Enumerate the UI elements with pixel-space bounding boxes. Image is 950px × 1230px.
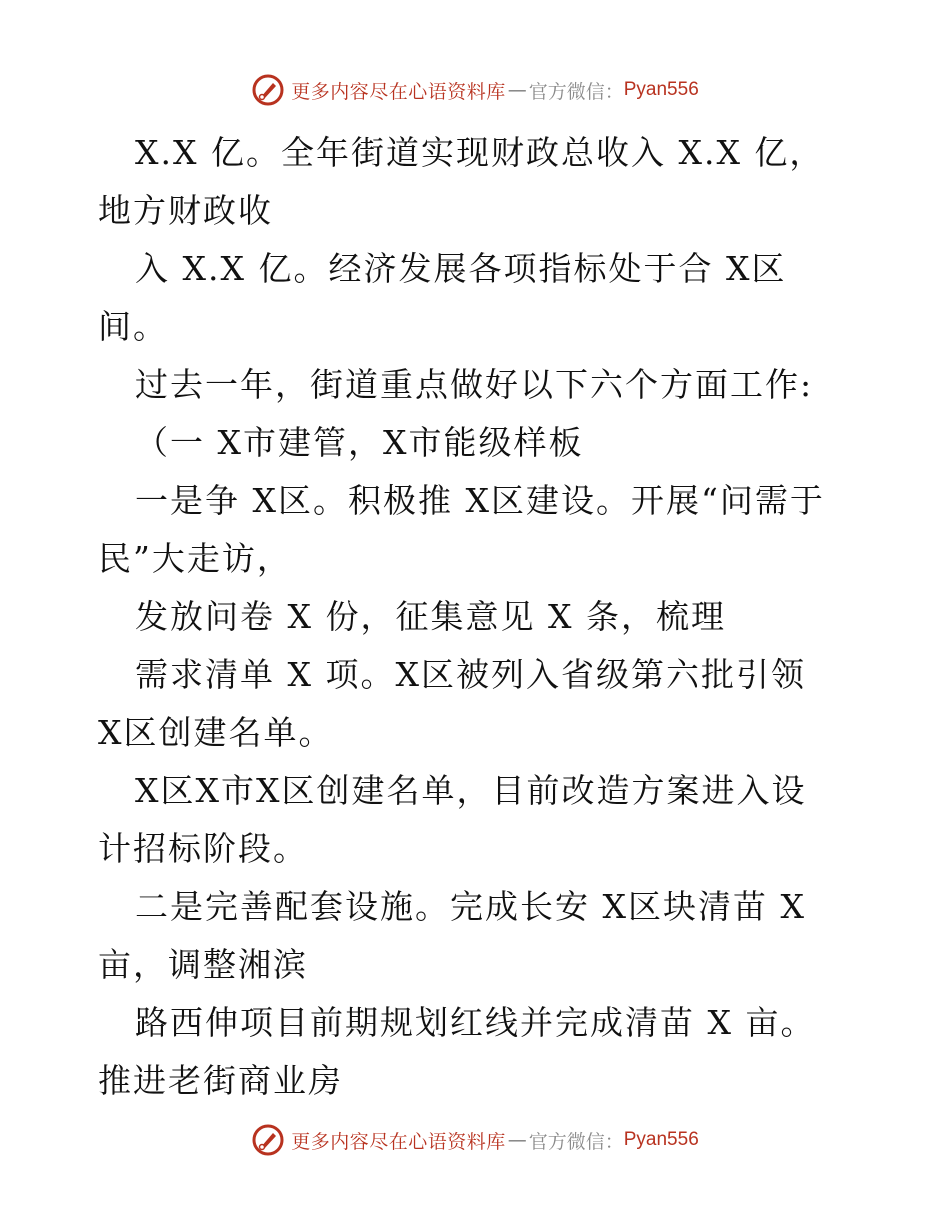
pen-nib-logo-icon xyxy=(251,1123,285,1157)
paragraph-9: 二是完善配套设施。完成长安 X区块清苗 X亩，调整湘滨 xyxy=(98,887,806,984)
document-body xyxy=(98,124,838,1110)
paragraph-6: 发放问卷 X 份，征集意见 X 条，梳理 xyxy=(135,597,726,636)
banner-dash: — xyxy=(507,1129,527,1151)
banner-text: 更多内容尽在心语资料库 xyxy=(291,80,506,103)
paragraph-8: X区X市X区创建名单，目前改造方案进入设计招标阶段。 xyxy=(98,771,807,868)
banner-dash: — xyxy=(507,79,527,101)
banner-wechat-id: Pyan556 xyxy=(623,79,699,100)
banner-wechat-label: 官方微信： xyxy=(528,80,624,103)
header-watermark-banner xyxy=(0,70,950,110)
paragraph-5: 一是争 X区。积极推 X区建设。开展“问需于民”大走访， xyxy=(98,481,825,578)
banner-text: 更多内容尽在心语资料库 xyxy=(291,1130,506,1153)
banner-wechat-label: 官方微信： xyxy=(528,1130,624,1153)
footer-watermark-banner xyxy=(0,1120,950,1160)
paragraph-10: 路西伸项目前期规划红线并完成清苗 X 亩。推进老街商业房 xyxy=(98,1003,816,1100)
paragraph-7: 需求清单 X 项。X区被列入省级第六批引领 X区创建名单。 xyxy=(98,655,806,752)
paragraph-1: X.X 亿。全年街道实现财政总收入 X.X 亿，地方财政收 xyxy=(98,133,825,230)
paragraph-4: （一 X市建管，X市能级样板 xyxy=(135,423,584,462)
pen-nib-logo-icon xyxy=(251,73,285,107)
paragraph-3: 过去一年，街道重点做好以下六个方面工作: xyxy=(135,365,814,404)
banner-wechat-id: Pyan556 xyxy=(623,1129,699,1150)
paragraph-2: 入 X.X 亿。经济发展各项指标处于合 X区间。 xyxy=(98,249,787,346)
